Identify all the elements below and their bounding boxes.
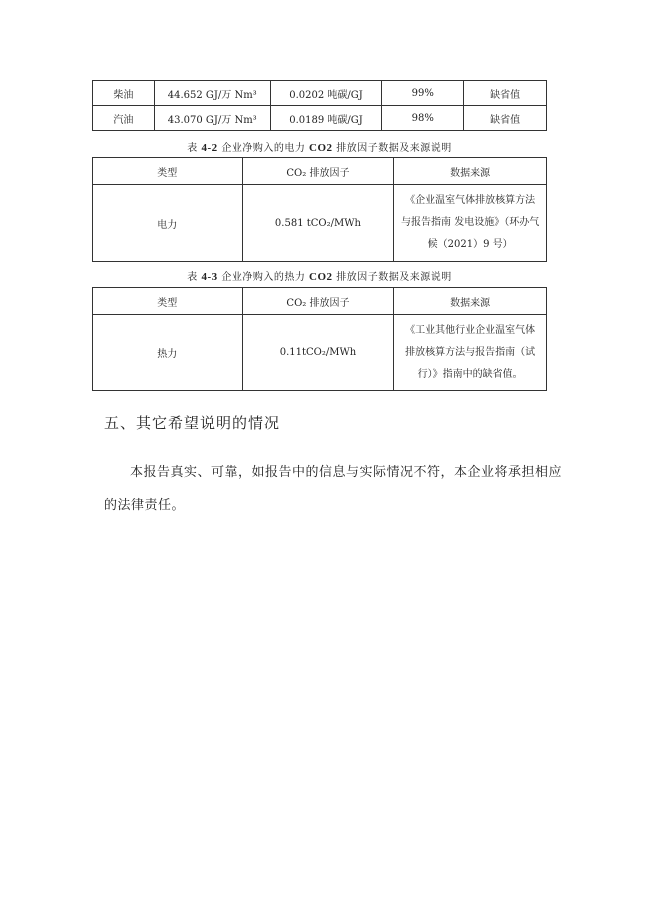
caption-prefix: 表 bbox=[187, 272, 198, 283]
heat-value-cell: 43.070 GJ/万 Nm³ bbox=[154, 106, 270, 131]
caption-number: 4-3 bbox=[201, 271, 218, 283]
type-cell: 电力 bbox=[93, 185, 243, 262]
oxidation-rate-cell: 98% bbox=[382, 106, 464, 131]
table-header-row bbox=[93, 288, 547, 315]
caption-text: 企业净购入的电力 bbox=[221, 143, 306, 154]
caption-text: 企业净购入的热力 bbox=[221, 272, 306, 283]
emission-factor-cell: 0.0202 吨碳/GJ bbox=[270, 81, 382, 106]
table-row bbox=[93, 315, 547, 391]
fuel-type-cell: 汽油 bbox=[93, 106, 155, 131]
table-row bbox=[93, 81, 547, 106]
table-header-row bbox=[93, 158, 547, 185]
header-source: 数据来源 bbox=[394, 158, 547, 185]
oxidation-rate-cell: 99% bbox=[382, 81, 464, 106]
data-source-cell: 缺省值 bbox=[464, 81, 547, 106]
fuel-type-cell: 柴油 bbox=[93, 81, 155, 106]
caption-prefix: 表 bbox=[187, 143, 198, 154]
caption-co2: CO2 bbox=[309, 142, 333, 154]
header-type: 类型 bbox=[93, 288, 243, 315]
header-factor: CO₂ 排放因子 bbox=[242, 158, 394, 185]
data-source-cell: 缺省值 bbox=[464, 106, 547, 131]
caption-co2: CO2 bbox=[309, 271, 333, 283]
caption-number: 4-2 bbox=[201, 142, 218, 154]
heat-factor-table bbox=[92, 287, 547, 391]
table-row bbox=[93, 185, 547, 262]
factor-cell: 0.11tCO₂/MWh bbox=[242, 315, 394, 391]
type-cell: 热力 bbox=[93, 315, 243, 391]
table-row bbox=[93, 106, 547, 131]
header-type: 类型 bbox=[93, 158, 243, 185]
source-cell: 《工业其他行业企业温室气体排放核算方法与报告指南（试行）》指南中的缺省值。 bbox=[394, 315, 547, 391]
fuel-factor-table bbox=[92, 80, 547, 131]
heat-value-cell: 44.652 GJ/万 Nm³ bbox=[154, 81, 270, 106]
electricity-factor-table bbox=[92, 157, 547, 262]
emission-factor-cell: 0.0189 吨碳/GJ bbox=[270, 106, 382, 131]
factor-cell: 0.581 tCO₂/MWh bbox=[242, 185, 394, 262]
source-cell: 《企业温室气体排放核算方法与报告指南 发电设施》（环办气候（2021）9 号） bbox=[394, 185, 547, 262]
caption-text-rest: 排放因子数据及来源说明 bbox=[336, 272, 452, 283]
caption-text-rest: 排放因子数据及来源说明 bbox=[336, 143, 452, 154]
declaration-paragraph: 本报告真实、可靠，如报告中的信息与实际情况不符，本企业将承担相应的法律责任。 bbox=[104, 465, 563, 513]
table-4-3-caption bbox=[92, 268, 547, 283]
table-4-2-caption bbox=[92, 139, 547, 154]
header-source: 数据来源 bbox=[394, 288, 547, 315]
section-heading: 五、其它希望说明的情况 bbox=[104, 414, 281, 432]
header-factor: CO₂ 排放因子 bbox=[242, 288, 394, 315]
